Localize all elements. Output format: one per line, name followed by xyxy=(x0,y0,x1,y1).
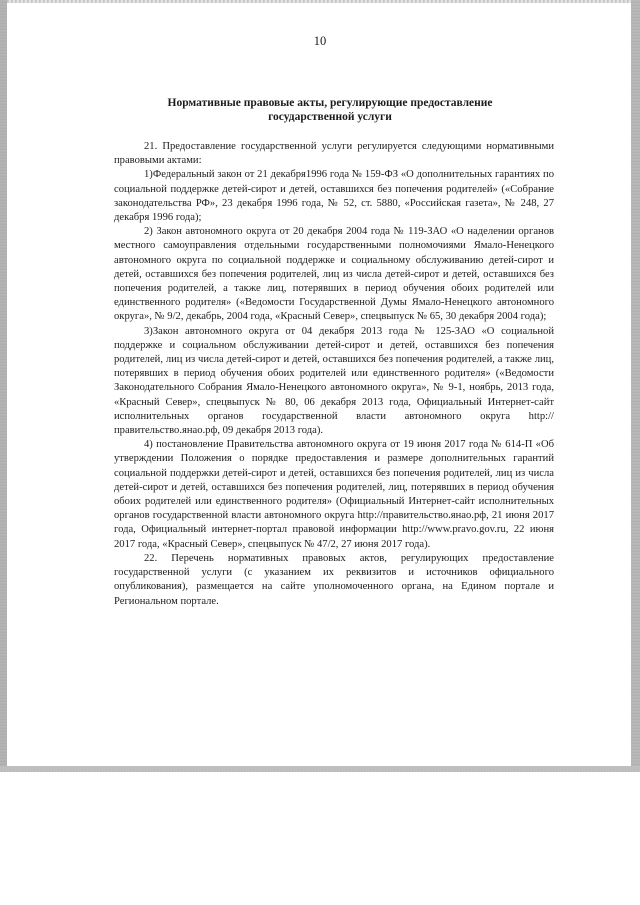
scan-edge-right xyxy=(631,0,640,772)
scan-edge-left xyxy=(0,0,7,772)
paragraph-federal-law: 1)Федеральный закон от 21 декабря1996 года № 159-ФЗ «О дополнительных гарантиях по социальной поддержке детей-сирот и детей, оставшихся без попечения родителей» («Собрание законодательства РФ», 23 декабря 1996 года, № 52, ст. 5880, «Российская газета», № 248, 27 декабря 1996 года); xyxy=(114,169,554,224)
page-number: 10 xyxy=(313,34,327,48)
paragraph-resolution-2017: 4) постановление Правительства автономного округа от 19 июня 2017 года № 614-П «Об утверждении Положения о порядке предоставления и размере дополнительных гарантий социальной поддержки детей-сирот и детей, оставшихся без попечения родителей, лиц из числа детей-сирот и детей, оставшихся без попечения родителей, лиц, потерявших в период обучения обоих родителей или единственного родителя» (Официальный Интернет-сайт исполнительных органов государственной власти автономного округа http://правительство.янао.рф, 21 июня 2017 года, Официальный интернет-портал правовой информации http://www.pravo.gov.ru, 22 июня 2017 года, «Красный Север», спецвыпуск № 47/2, 27 июня 2017 года). xyxy=(114,439,554,550)
paragraph-law-2004: 2) Закон автономного округа от 20 декабря 2004 года № 119-ЗАО «О наделении органов местного самоуправления отдельными государственными полномочиями Ямало-Ненецкого автономного округа по социальной поддержке и социальному обслуживанию детей-сирот и детей, оставшихся без попечения родителей, лиц из числа детей-сирот и детей, оставшихся без попечения родителей, а также лиц, потерявших в период обучения обоих родителей или единственного родителя» («Ведомости Государственной Думы Ямало-Ненецкого автономного округа», № 9/2, декабрь, 2004 года, «Красный Север», спецвыпуск № 65, 30 декабря 2004 года); xyxy=(114,226,554,323)
paragraph-21-intro: 21. Предоставление государственной услуги регулируется следующими нормативными правовыми актами: xyxy=(114,141,554,167)
document-body xyxy=(114,140,554,609)
paragraph-law-2013: 3)Закон автономного округа от 04 декабря 2013 года № 125-ЗАО «О социальной поддержке и социальном обслуживании детей-сирот и детей, оставшихся без попечения родителей, лиц из числа детей-сирот и детей, оставшихся без попечения родителей, а также лиц, потерявших в период обучения обоих родителей или единственного родителя» («Ведомости Законодательного Собрания Ямало-Ненецкого автономного округа», № 9-1, ноябрь, 2013 года, «Красный Север», спецвыпуск № 80, 06 декабря 2013 года, Официальный Интернет-сайт исполнительных органов государственной власти автономного округа http://правительство.янао.рф, 09 декабря 2013 года). xyxy=(114,325,554,437)
scan-edge-top xyxy=(0,0,640,3)
section-heading: Нормативные правовые акты, регулирующие предоставление государственной услуги xyxy=(167,97,493,123)
paragraph-22-list: 22. Перечень нормативных правовых актов, регулирующих предоставление государственной услуги (с указанием их реквизитов и источников официального опубликования), размещается на сайте уполномоченного органа, на Едином портале и Региональном портале. xyxy=(114,552,554,607)
scan-edge-bottom xyxy=(0,766,640,772)
